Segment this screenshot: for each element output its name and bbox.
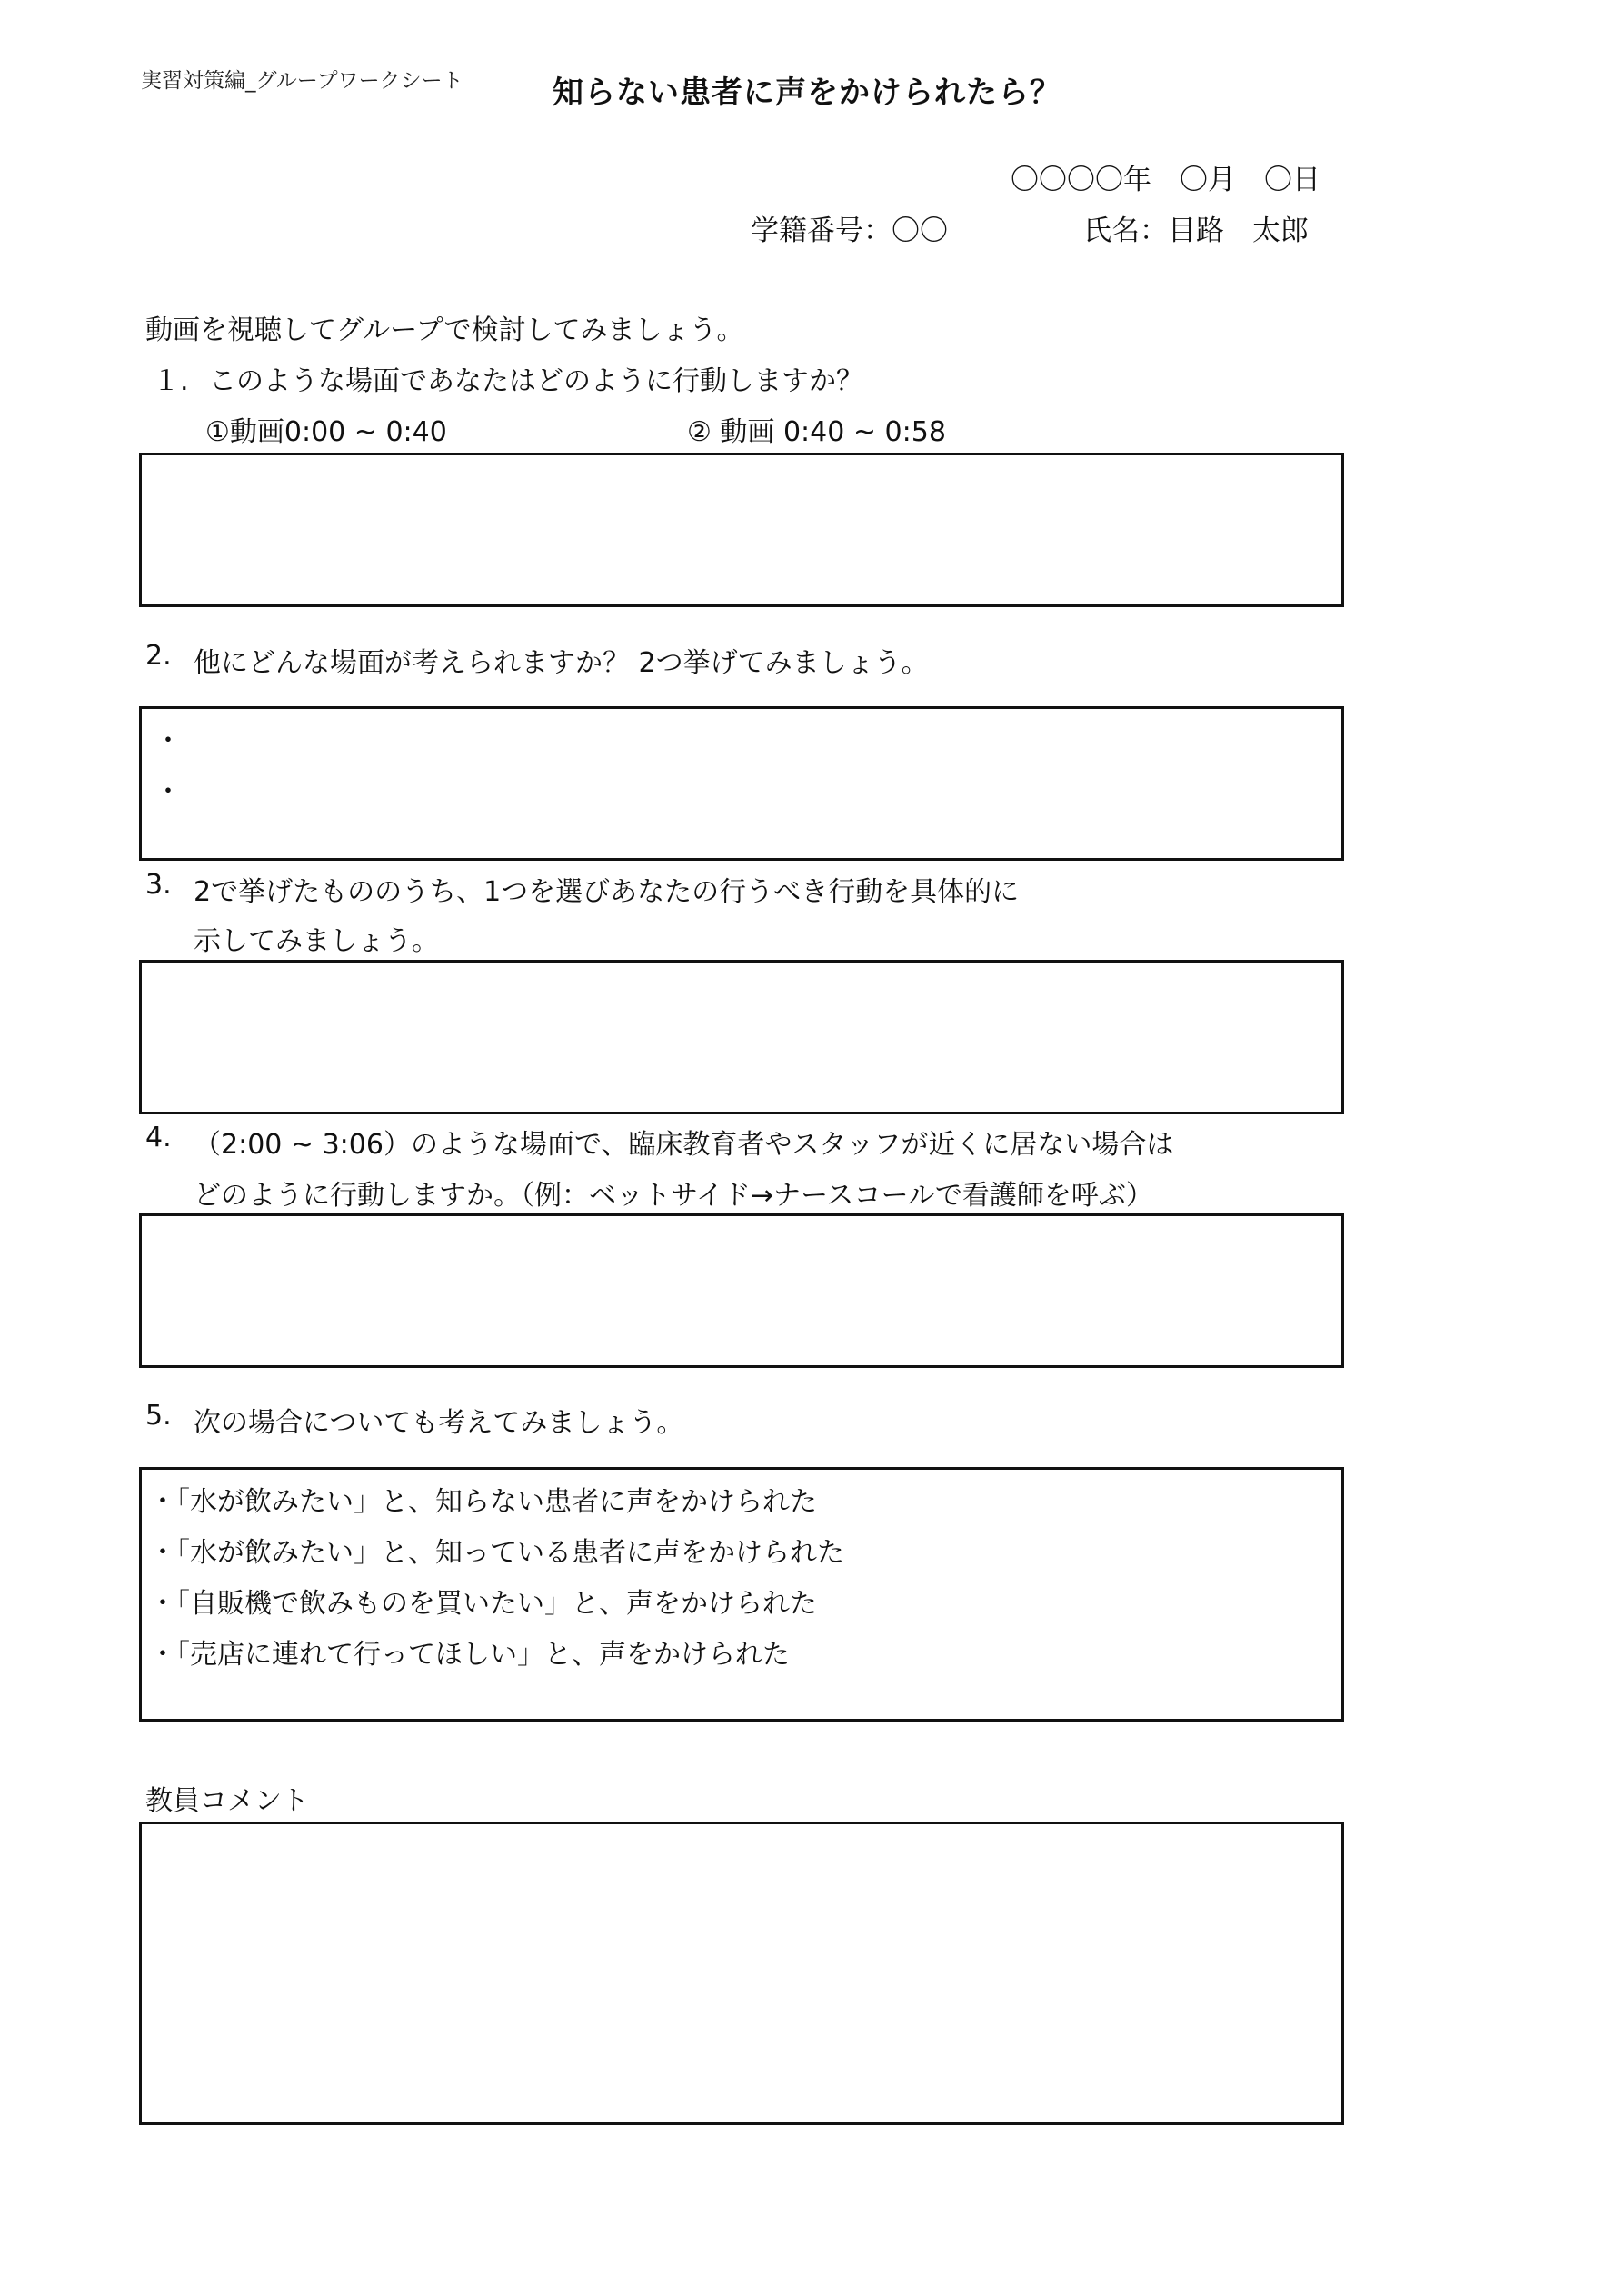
video-clip-2: ② 動画 0:40 ~ 0:58	[687, 416, 946, 448]
student-id: 学籍番号：〇〇	[751, 215, 948, 247]
question-5-text: 次の場合についても考えてみましょう。	[194, 1407, 684, 1439]
scenario-item: ・「売店に連れて行ってほしい」と、声をかけられた	[149, 1639, 790, 1671]
answer-box-1[interactable]	[139, 453, 1344, 607]
teacher-comment-box[interactable]	[139, 1822, 1344, 2125]
instructions: 動画を視聴してグループで検討してみましょう。	[145, 314, 744, 346]
answer-box-4[interactable]	[139, 1213, 1344, 1368]
scenario-item: ・「水が飲みたい」と、知らない患者に声をかけられた	[149, 1486, 817, 1518]
answer-box-5[interactable]	[139, 1467, 1344, 1722]
question-5-number: 5.	[145, 1400, 172, 1432]
video-clip-1: ①動画0:00 ~ 0:40	[205, 416, 447, 448]
date-field: 〇〇〇〇年 〇月 〇日	[1011, 164, 1320, 196]
student-name: 氏名：目路 太郎	[1083, 215, 1309, 247]
scenario-item: ・「自販機で飲みものを買いたい」と、声をかけられた	[149, 1588, 817, 1620]
question-3-line-2: 示してみましょう。	[194, 925, 439, 957]
page-title: 知らない患者に声をかけられたら？	[553, 75, 1061, 111]
question-4-line-1: （2:00 ~ 3:06）のような場面で、臨床教育者やスタッフが近くに居ない場合は	[194, 1129, 1174, 1161]
question-4-line-2: どのように行動しますか。（例：ベットサイド→ナースコールで看護師を呼ぶ）	[194, 1180, 1153, 1212]
question-1-text: このような場面であなたはどのように行動しますか？	[209, 365, 863, 397]
question-4-number: 4.	[145, 1122, 172, 1153]
bullet-item: ・	[154, 776, 182, 808]
scenario-item: ・「水が飲みたい」と、知っている患者に声をかけられた	[149, 1537, 844, 1569]
question-1-number: １.	[153, 365, 189, 397]
worksheet-category: 実習対策編_グループワークシート	[141, 69, 463, 93]
answer-box-2[interactable]	[139, 706, 1344, 861]
question-2-text: 他にどんな場面が考えられますか？ 2つ挙げてみましょう。	[194, 647, 929, 679]
question-3-number: 3.	[145, 869, 172, 901]
question-2-number: 2.	[145, 640, 172, 672]
bullet-item: ・	[154, 725, 182, 757]
question-3-line-1: 2で挙げたもののうち、1つを選びあなたの行うべき行動を具体的に	[194, 876, 1020, 908]
teacher-comment-label: 教員コメント	[145, 1785, 309, 1817]
answer-box-3[interactable]	[139, 960, 1344, 1114]
